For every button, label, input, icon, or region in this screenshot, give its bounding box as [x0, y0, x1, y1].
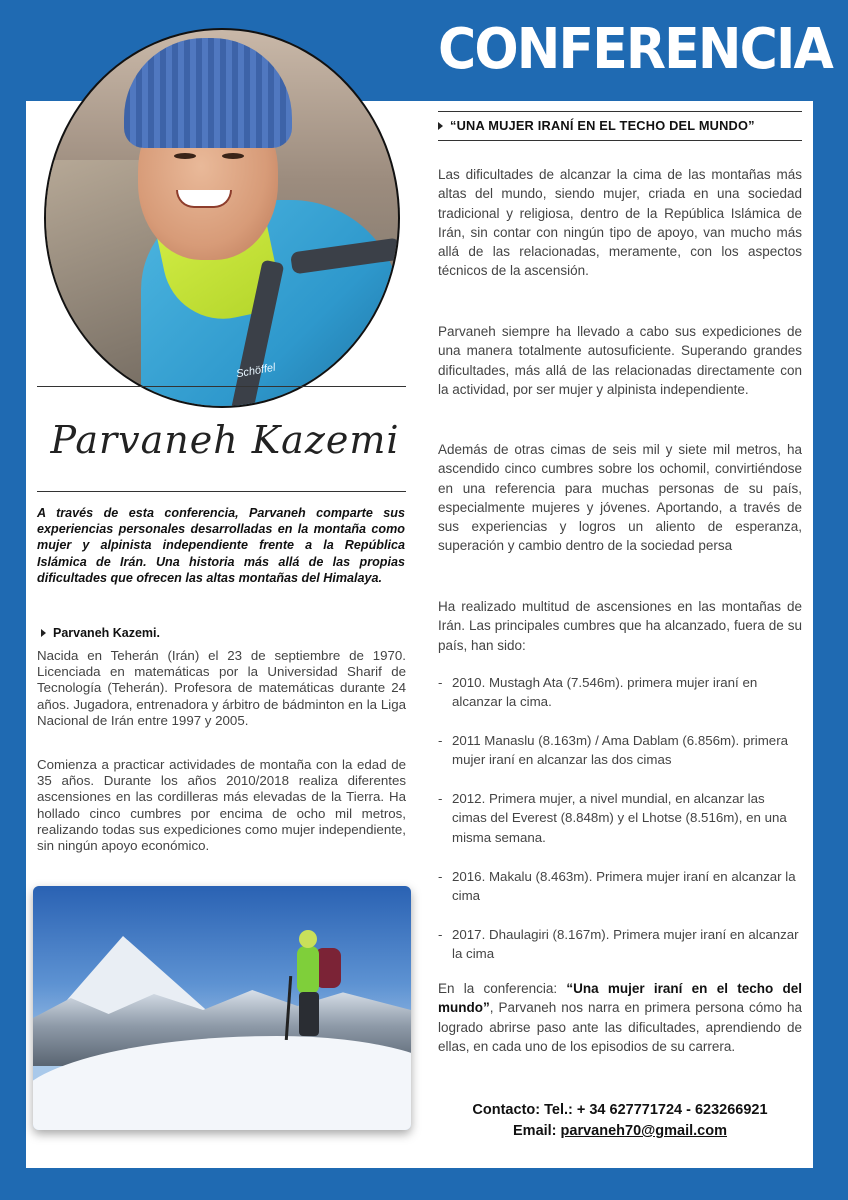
- divider: [37, 491, 406, 492]
- bio-paragraph: Comienza a practicar actividades de montaña con la edad de 35 años. Durante los años 2010/2018 realiza diferentes ascensiones en las cordilleras más elevadas de la Tierra. Ha hollado cinco cumbres por encima de ocho mil metros, realizando todas sus expediciones como mujer independiente, sin ningún apoyo económico.: [37, 757, 406, 854]
- paragraph: Además de otras cimas de seis mil y siete mil metros, ha ascendido cinco cumbres sobre los ochomil, convirtiéndose en una referencia para muchas personas de su país, especialmente mujeres y jóvenes. Aportando, a través de sus experiencias y logros un aliento de esperanza, superación y cambio dentro de la sociedad persa: [438, 442, 802, 554]
- divider: [438, 140, 802, 141]
- list-item: - 2017. Dhaulagiri (8.167m). Primera mujer iraní en alcanzar la cima: [438, 927, 799, 962]
- page-title: CONFERENCIA: [438, 17, 832, 82]
- hiker-figure: [293, 926, 333, 1036]
- list-item: - 2011 Manaslu (8.163m) / Ama Dablam (6.856m). primera mujer iraní en alcanzar las dos cimas: [438, 733, 789, 768]
- portrait-photo: [44, 28, 400, 408]
- arrow-right-icon: [41, 629, 46, 637]
- divider: [438, 111, 802, 112]
- bio-heading: Parvaneh Kazemi.: [41, 626, 160, 640]
- contact-phone: Contacto: Tel.: + 34 627771724 - 623266921: [472, 1102, 768, 1118]
- bio-paragraph: Nacida en Teherán (Irán) el 23 de septiembre de 1970. Licenciada en matemáticas por la Universidad Sharif de Tecnología (Teherán). Profesora de matemáticas durante 24 años. Jugadora, entrenadora y árbitro de bádminton en la Liga Nacional de Irán entre 1997 y 2005.: [37, 648, 406, 728]
- list-item: - 2012. Primera mujer, a nivel mundial, en alcanzar las cimas del Everest (8.848m) y el Lhotse (8.516m), en una misma semana.: [438, 791, 787, 845]
- paragraph: Parvaneh siempre ha llevado a cabo sus expediciones de una manera totalmente autosuficiente. Superando grandes dificultades, más allá de las relacionadas directamente con la actividad, por ser mujer y alpinista independiente.: [438, 324, 802, 397]
- signature: Parvaneh Kazemi: [50, 418, 400, 462]
- divider: [37, 386, 406, 387]
- email-link[interactable]: parvaneh70@gmail.com: [560, 1123, 727, 1139]
- contact-email-line: Email: parvaneh70@gmail.com: [513, 1123, 727, 1139]
- paragraph: Ha realizado multitud de ascensiones en las montañas de Irán. Las principales cumbres que ha alcanzado, fuera de su país, han sido:: [438, 599, 802, 653]
- contact-block: [438, 1100, 802, 1142]
- mountain-photo: [33, 886, 411, 1130]
- talk-title: “UNA MUJER IRANÍ EN EL TECHO DEL MUNDO”: [438, 118, 755, 133]
- closing-paragraph: En la conferencia: “Una mujer iraní en el techo del mundo”, Parvaneh nos narra en primera persona cómo ha logrado abrirse paso ante las dificultades, aprendiendo de ellas, en cada uno de los episodios de su carrera.: [438, 981, 802, 1054]
- list-item: - 2010. Mustagh Ata (7.546m). primera mujer iraní en alcanzar la cima.: [438, 675, 758, 710]
- lead-paragraph: A través de esta conferencia, Parvaneh comparte sus experiencias personales desarrolladas en la montaña como mujer y alpinista independiente frente a la República Islámica de Irán. Una historia más allá de las propias dificultades que ofrecen las altas montañas del Himalaya.: [37, 506, 405, 585]
- list-item: - 2016. Makalu (8.463m). Primera mujer iraní en alcanzar la cima: [438, 869, 796, 904]
- paragraph: Las dificultades de alcanzar la cima de las montañas más altas del mundo, siendo mujer, criada en una sociedad tradicional y religiosa, dentro de la República Islámica de Irán, sin contar con ningún tipo de apoyo, van mucho más allá de las relacionadas, meramente, con los aspectos técnicos de la ascensión.: [438, 167, 802, 279]
- arrow-right-icon: [438, 122, 443, 130]
- jacket-brand-text: Schöffel: [235, 361, 277, 381]
